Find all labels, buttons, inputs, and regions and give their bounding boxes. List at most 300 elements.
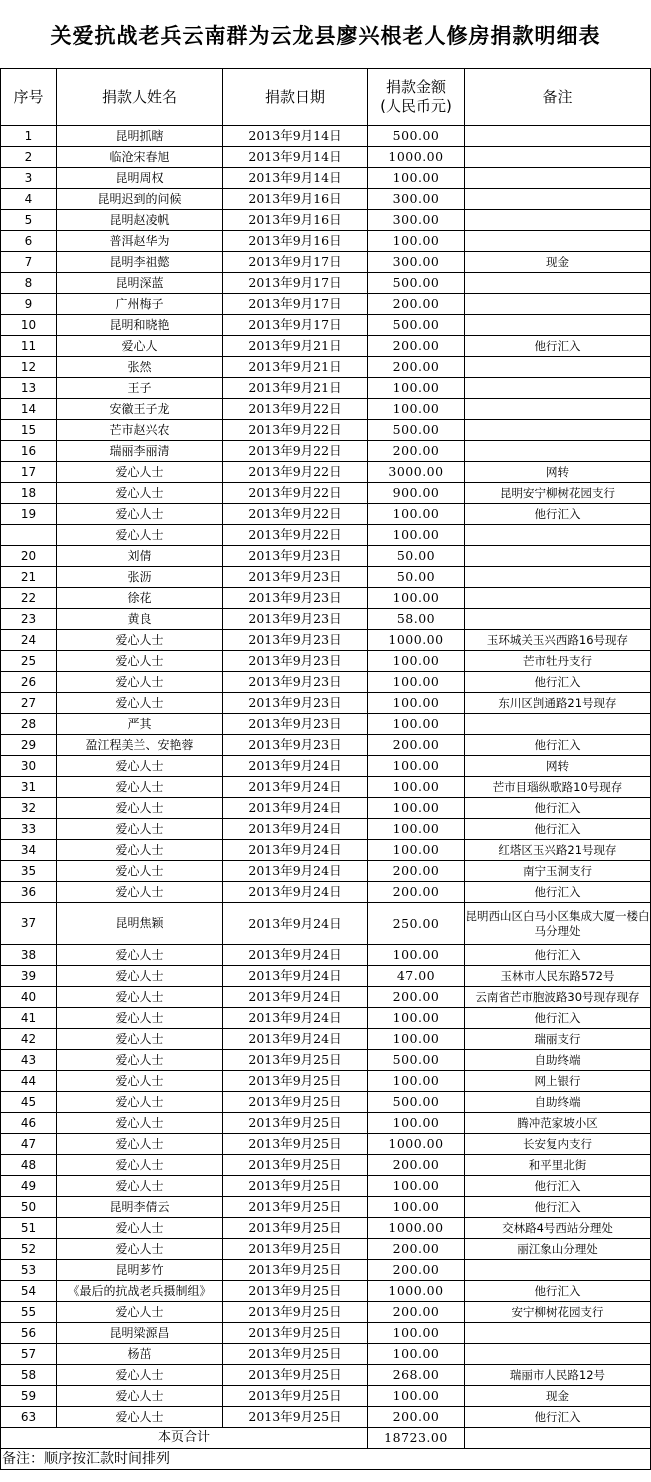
row-number: 22 xyxy=(1,588,57,609)
donation-date: 2013年9月25日 xyxy=(223,1323,368,1344)
donation-date: 2013年9月22日 xyxy=(223,420,368,441)
table-row xyxy=(1,777,651,798)
row-number: 59 xyxy=(1,1386,57,1407)
remark: 东川区剀通路21号现存 xyxy=(465,693,651,714)
donation-date: 2013年9月24日 xyxy=(223,882,368,903)
donation-amount: 100.00 xyxy=(368,588,465,609)
donation-amount: 100.00 xyxy=(368,840,465,861)
table-row xyxy=(1,1092,651,1113)
donation-amount: 200.00 xyxy=(368,357,465,378)
donor-name: 爱心人士 xyxy=(57,1239,223,1260)
table-row xyxy=(1,441,651,462)
donation-date: 2013年9月24日 xyxy=(223,861,368,882)
header-amount: 捐款金额 (人民币元) xyxy=(368,69,465,126)
remark xyxy=(465,525,651,546)
donation-date: 2013年9月14日 xyxy=(223,126,368,147)
donation-date: 2013年9月24日 xyxy=(223,798,368,819)
table-row xyxy=(1,987,651,1008)
donor-name: 昆明梁源昌 xyxy=(57,1323,223,1344)
remark xyxy=(465,147,651,168)
table-row xyxy=(1,378,651,399)
table-row xyxy=(1,504,651,525)
header-remark: 备注 xyxy=(465,69,651,126)
table-row xyxy=(1,1113,651,1134)
table-row xyxy=(1,1407,651,1428)
remark xyxy=(465,315,651,336)
row-number: 40 xyxy=(1,987,57,1008)
donation-amount: 50.00 xyxy=(368,546,465,567)
row-number: 10 xyxy=(1,315,57,336)
donor-name: 刘倩 xyxy=(57,546,223,567)
row-number: 16 xyxy=(1,441,57,462)
remark xyxy=(465,1344,651,1365)
donor-name: 爱心人士 xyxy=(57,840,223,861)
donation-date: 2013年9月24日 xyxy=(223,819,368,840)
table-row xyxy=(1,1218,651,1239)
donor-name: 爱心人士 xyxy=(57,1155,223,1176)
donation-amount: 300.00 xyxy=(368,210,465,231)
row-number: 51 xyxy=(1,1218,57,1239)
donation-amount: 100.00 xyxy=(368,378,465,399)
donor-name: 昆明焦颖 xyxy=(57,903,223,945)
table-row xyxy=(1,189,651,210)
table-row xyxy=(1,168,651,189)
row-number: 42 xyxy=(1,1029,57,1050)
donation-date: 2013年9月25日 xyxy=(223,1113,368,1134)
donation-date: 2013年9月23日 xyxy=(223,735,368,756)
donation-amount: 50.00 xyxy=(368,567,465,588)
donation-amount: 500.00 xyxy=(368,420,465,441)
table-row xyxy=(1,315,651,336)
row-number: 50 xyxy=(1,1197,57,1218)
donation-amount: 100.00 xyxy=(368,756,465,777)
donor-name: 爱心人士 xyxy=(57,483,223,504)
row-number: 21 xyxy=(1,567,57,588)
row-number: 19 xyxy=(1,504,57,525)
table-row xyxy=(1,1071,651,1092)
donation-amount: 300.00 xyxy=(368,252,465,273)
row-number: 6 xyxy=(1,231,57,252)
remark: 和平里北街 xyxy=(465,1155,651,1176)
donation-date: 2013年9月24日 xyxy=(223,987,368,1008)
remark: 他行汇入 xyxy=(465,1407,651,1428)
donation-amount: 100.00 xyxy=(368,672,465,693)
donor-name: 普洱赵华为 xyxy=(57,231,223,252)
donor-name: 昆明周权 xyxy=(57,168,223,189)
row-number: 63 xyxy=(1,1407,57,1428)
remark xyxy=(465,1260,651,1281)
page-title: 关爱抗战老兵云南群为云龙县廖兴根老人修房捐款明细表 xyxy=(50,23,601,48)
donation-amount: 100.00 xyxy=(368,777,465,798)
row-number: 23 xyxy=(1,609,57,630)
table-row xyxy=(1,210,651,231)
donation-amount: 100.00 xyxy=(368,504,465,525)
donor-name: 爱心人士 xyxy=(57,882,223,903)
donation-date: 2013年9月23日 xyxy=(223,714,368,735)
donation-date: 2013年9月21日 xyxy=(223,357,368,378)
donation-table xyxy=(0,68,651,1449)
donation-amount: 100.00 xyxy=(368,1071,465,1092)
row-number: 52 xyxy=(1,1239,57,1260)
donor-name: 张沥 xyxy=(57,567,223,588)
remark xyxy=(465,546,651,567)
row-number: 26 xyxy=(1,672,57,693)
remark: 红塔区玉兴路21号现存 xyxy=(465,840,651,861)
remark: 他行汇入 xyxy=(465,819,651,840)
row-number: 4 xyxy=(1,189,57,210)
donation-amount: 100.00 xyxy=(368,945,465,966)
table-row xyxy=(1,1260,651,1281)
donation-date: 2013年9月23日 xyxy=(223,567,368,588)
row-number: 15 xyxy=(1,420,57,441)
remark: 他行汇入 xyxy=(465,798,651,819)
table-row xyxy=(1,945,651,966)
donor-name: 昆明和晓艳 xyxy=(57,315,223,336)
table-row xyxy=(1,567,651,588)
remark: 玉环城关玉兴西路16号现存 xyxy=(465,630,651,651)
row-number: 20 xyxy=(1,546,57,567)
remark xyxy=(465,294,651,315)
donor-name: 芒市赵兴农 xyxy=(57,420,223,441)
remark xyxy=(465,378,651,399)
donor-name: 爱心人士 xyxy=(57,1176,223,1197)
row-number: 39 xyxy=(1,966,57,987)
donation-date: 2013年9月17日 xyxy=(223,273,368,294)
donor-name: 爱心人士 xyxy=(57,504,223,525)
table-body xyxy=(1,126,651,1428)
donation-date: 2013年9月22日 xyxy=(223,462,368,483)
row-number: 30 xyxy=(1,756,57,777)
table-row xyxy=(1,651,651,672)
donor-name: 广州梅子 xyxy=(57,294,223,315)
remark xyxy=(465,357,651,378)
donor-name: 爱心人士 xyxy=(57,1134,223,1155)
donation-date: 2013年9月25日 xyxy=(223,1134,368,1155)
donor-name: 爱心人士 xyxy=(57,777,223,798)
table-row xyxy=(1,840,651,861)
total-row xyxy=(1,1428,651,1449)
row-number: 41 xyxy=(1,1008,57,1029)
header-donor-name: 捐款人姓名 xyxy=(57,69,223,126)
table-row xyxy=(1,336,651,357)
donor-name: 爱心人士 xyxy=(57,861,223,882)
table-row xyxy=(1,1197,651,1218)
row-number: 2 xyxy=(1,147,57,168)
donation-date: 2013年9月23日 xyxy=(223,672,368,693)
remark: 他行汇入 xyxy=(465,672,651,693)
donation-amount: 200.00 xyxy=(368,1155,465,1176)
donation-amount: 100.00 xyxy=(368,1029,465,1050)
row-number: 55 xyxy=(1,1302,57,1323)
row-number: 17 xyxy=(1,462,57,483)
donation-date: 2013年9月16日 xyxy=(223,210,368,231)
table-row xyxy=(1,609,651,630)
donor-name: 爱心人士 xyxy=(57,756,223,777)
remark xyxy=(465,714,651,735)
donation-amount: 200.00 xyxy=(368,294,465,315)
table-row xyxy=(1,861,651,882)
table-row xyxy=(1,1386,651,1407)
donation-amount: 100.00 xyxy=(368,525,465,546)
donation-amount: 200.00 xyxy=(368,1260,465,1281)
donation-amount: 47.00 xyxy=(368,966,465,987)
table-row xyxy=(1,1302,651,1323)
row-number: 31 xyxy=(1,777,57,798)
donor-name: 黄良 xyxy=(57,609,223,630)
donation-amount: 100.00 xyxy=(368,1008,465,1029)
table-row xyxy=(1,1155,651,1176)
donor-name: 昆明赵凌帆 xyxy=(57,210,223,231)
donation-date: 2013年9月22日 xyxy=(223,441,368,462)
remark: 他行汇入 xyxy=(465,735,651,756)
table-row xyxy=(1,525,651,546)
donation-amount: 250.00 xyxy=(368,903,465,945)
donor-name: 爱心人士 xyxy=(57,1029,223,1050)
table-row xyxy=(1,1008,651,1029)
donation-date: 2013年9月23日 xyxy=(223,693,368,714)
row-number: 47 xyxy=(1,1134,57,1155)
donation-date: 2013年9月16日 xyxy=(223,189,368,210)
table-row xyxy=(1,693,651,714)
donation-amount: 200.00 xyxy=(368,1239,465,1260)
row-number: 32 xyxy=(1,798,57,819)
table-row xyxy=(1,714,651,735)
donor-name: 爱心人士 xyxy=(57,1050,223,1071)
donor-name: 爱心人士 xyxy=(57,525,223,546)
donation-date: 2013年9月25日 xyxy=(223,1197,368,1218)
remark: 他行汇入 xyxy=(465,1197,651,1218)
donation-amount: 1000.00 xyxy=(368,630,465,651)
table-row xyxy=(1,1365,651,1386)
row-number xyxy=(1,525,57,546)
header-number: 序号 xyxy=(1,69,57,126)
remark xyxy=(465,588,651,609)
row-number: 36 xyxy=(1,882,57,903)
donor-name: 王子 xyxy=(57,378,223,399)
donation-amount: 3000.00 xyxy=(368,462,465,483)
remark xyxy=(465,567,651,588)
table-row xyxy=(1,147,651,168)
remark: 他行汇入 xyxy=(465,945,651,966)
donation-date: 2013年9月24日 xyxy=(223,840,368,861)
donation-date: 2013年9月25日 xyxy=(223,1071,368,1092)
donation-amount: 100.00 xyxy=(368,1176,465,1197)
row-number: 24 xyxy=(1,630,57,651)
remark xyxy=(465,609,651,630)
row-number: 7 xyxy=(1,252,57,273)
donor-name: 瑞丽李丽清 xyxy=(57,441,223,462)
donor-name: 爱心人士 xyxy=(57,630,223,651)
donation-date: 2013年9月17日 xyxy=(223,294,368,315)
remark: 瑞丽市人民路12号 xyxy=(465,1365,651,1386)
donor-name: 爱心人士 xyxy=(57,1113,223,1134)
donor-name: 爱心人士 xyxy=(57,966,223,987)
donation-amount: 100.00 xyxy=(368,1113,465,1134)
donation-date: 2013年9月24日 xyxy=(223,1029,368,1050)
donor-name: 昆明深蓝 xyxy=(57,273,223,294)
table-row xyxy=(1,294,651,315)
row-number: 43 xyxy=(1,1050,57,1071)
table-row xyxy=(1,546,651,567)
table-row xyxy=(1,1239,651,1260)
donation-date: 2013年9月25日 xyxy=(223,1281,368,1302)
row-number: 48 xyxy=(1,1155,57,1176)
donor-name: 爱心人士 xyxy=(57,651,223,672)
donor-name: 爱心人士 xyxy=(57,672,223,693)
donation-date: 2013年9月25日 xyxy=(223,1176,368,1197)
donation-amount: 1000.00 xyxy=(368,1218,465,1239)
donor-name: 徐花 xyxy=(57,588,223,609)
row-number: 35 xyxy=(1,861,57,882)
remark xyxy=(465,231,651,252)
donation-amount: 100.00 xyxy=(368,798,465,819)
row-number: 12 xyxy=(1,357,57,378)
donation-amount: 500.00 xyxy=(368,315,465,336)
row-number: 8 xyxy=(1,273,57,294)
donation-date: 2013年9月23日 xyxy=(223,630,368,651)
table-row xyxy=(1,756,651,777)
donation-amount: 200.00 xyxy=(368,987,465,1008)
table-row xyxy=(1,1281,651,1302)
table-row xyxy=(1,1134,651,1155)
donor-name: 爱心人士 xyxy=(57,819,223,840)
remark: 网上银行 xyxy=(465,1071,651,1092)
remark: 芒市目瑙纵歌路10号现存 xyxy=(465,777,651,798)
remark xyxy=(465,273,651,294)
row-number: 3 xyxy=(1,168,57,189)
remark xyxy=(465,420,651,441)
remark: 腾冲范家坡小区 xyxy=(465,1113,651,1134)
donation-date: 2013年9月24日 xyxy=(223,777,368,798)
donation-amount: 200.00 xyxy=(368,861,465,882)
remark: 芒市牡丹支行 xyxy=(465,651,651,672)
remark: 他行汇入 xyxy=(465,504,651,525)
header-date: 捐款日期 xyxy=(223,69,368,126)
remark: 他行汇入 xyxy=(465,1008,651,1029)
remark: 他行汇入 xyxy=(465,336,651,357)
donation-amount: 500.00 xyxy=(368,273,465,294)
row-number: 28 xyxy=(1,714,57,735)
donor-name: 爱心人士 xyxy=(57,1365,223,1386)
donation-date: 2013年9月17日 xyxy=(223,315,368,336)
row-number: 1 xyxy=(1,126,57,147)
table-row xyxy=(1,273,651,294)
donation-date: 2013年9月24日 xyxy=(223,966,368,987)
row-number: 29 xyxy=(1,735,57,756)
donor-name: 昆明李倩云 xyxy=(57,1197,223,1218)
remark: 自助终端 xyxy=(465,1092,651,1113)
row-number: 5 xyxy=(1,210,57,231)
table-row xyxy=(1,357,651,378)
donation-date: 2013年9月25日 xyxy=(223,1092,368,1113)
remark: 自助终端 xyxy=(465,1050,651,1071)
donor-name: 张然 xyxy=(57,357,223,378)
table-row xyxy=(1,798,651,819)
total-label: 本页合计 xyxy=(1,1428,368,1449)
row-number: 57 xyxy=(1,1344,57,1365)
donor-name: 爱心人士 xyxy=(57,1092,223,1113)
donation-amount: 500.00 xyxy=(368,126,465,147)
remark: 他行汇入 xyxy=(465,1176,651,1197)
table-row xyxy=(1,735,651,756)
donor-name: 昆明芗竹 xyxy=(57,1260,223,1281)
table-row xyxy=(1,1176,651,1197)
donation-amount: 100.00 xyxy=(368,1323,465,1344)
table-row xyxy=(1,126,651,147)
donor-name: 爱心人士 xyxy=(57,1302,223,1323)
donor-name: 爱心人士 xyxy=(57,693,223,714)
donor-name: 昆明李祖懿 xyxy=(57,252,223,273)
donation-date: 2013年9月22日 xyxy=(223,399,368,420)
remark: 丽江象山分理处 xyxy=(465,1239,651,1260)
donation-date: 2013年9月24日 xyxy=(223,945,368,966)
donor-name: 爱心人 xyxy=(57,336,223,357)
donor-name: 爱心人士 xyxy=(57,1008,223,1029)
remark: 交林路4号西站分理处 xyxy=(465,1218,651,1239)
table-row xyxy=(1,1029,651,1050)
row-number: 18 xyxy=(1,483,57,504)
remark: 云南省芒市胞波路30号现存现存 xyxy=(465,987,651,1008)
donation-amount: 100.00 xyxy=(368,819,465,840)
row-number: 45 xyxy=(1,1092,57,1113)
remark xyxy=(465,441,651,462)
donation-date: 2013年9月22日 xyxy=(223,483,368,504)
row-number: 33 xyxy=(1,819,57,840)
row-number: 27 xyxy=(1,693,57,714)
row-number: 54 xyxy=(1,1281,57,1302)
donation-amount: 200.00 xyxy=(368,735,465,756)
donation-amount: 200.00 xyxy=(368,441,465,462)
donor-name: 爱心人士 xyxy=(57,945,223,966)
donation-amount: 200.00 xyxy=(368,1407,465,1428)
donation-amount: 900.00 xyxy=(368,483,465,504)
donation-amount: 300.00 xyxy=(368,189,465,210)
donor-name: 昆明抓瞎 xyxy=(57,126,223,147)
row-number: 37 xyxy=(1,903,57,945)
donation-date: 2013年9月24日 xyxy=(223,1008,368,1029)
donation-date: 2013年9月25日 xyxy=(223,1050,368,1071)
remark: 网转 xyxy=(465,462,651,483)
remark: 安宁柳树花园支行 xyxy=(465,1302,651,1323)
remark: 玉林市人民东路572号 xyxy=(465,966,651,987)
donation-amount: 1000.00 xyxy=(368,147,465,168)
donation-amount: 100.00 xyxy=(368,1386,465,1407)
table-row xyxy=(1,252,651,273)
donation-date: 2013年9月23日 xyxy=(223,651,368,672)
remark: 网转 xyxy=(465,756,651,777)
remark xyxy=(465,210,651,231)
donation-date: 2013年9月24日 xyxy=(223,903,368,945)
remark xyxy=(465,399,651,420)
donation-date: 2013年9月22日 xyxy=(223,504,368,525)
remark: 他行汇入 xyxy=(465,1281,651,1302)
remark: 瑞丽支行 xyxy=(465,1029,651,1050)
table-row xyxy=(1,462,651,483)
donor-name: 昆明迟到的问候 xyxy=(57,189,223,210)
donation-amount: 200.00 xyxy=(368,1302,465,1323)
donor-name: 临沧宋春旭 xyxy=(57,147,223,168)
row-number: 11 xyxy=(1,336,57,357)
donation-date: 2013年9月23日 xyxy=(223,546,368,567)
donor-name: 爱心人士 xyxy=(57,462,223,483)
row-number: 56 xyxy=(1,1323,57,1344)
donation-amount: 100.00 xyxy=(368,168,465,189)
remark xyxy=(465,1323,651,1344)
donation-date: 2013年9月25日 xyxy=(223,1302,368,1323)
donor-name: 《最后的抗战老兵摄制组》 xyxy=(57,1281,223,1302)
donation-date: 2013年9月24日 xyxy=(223,756,368,777)
donation-date: 2013年9月25日 xyxy=(223,1407,368,1428)
